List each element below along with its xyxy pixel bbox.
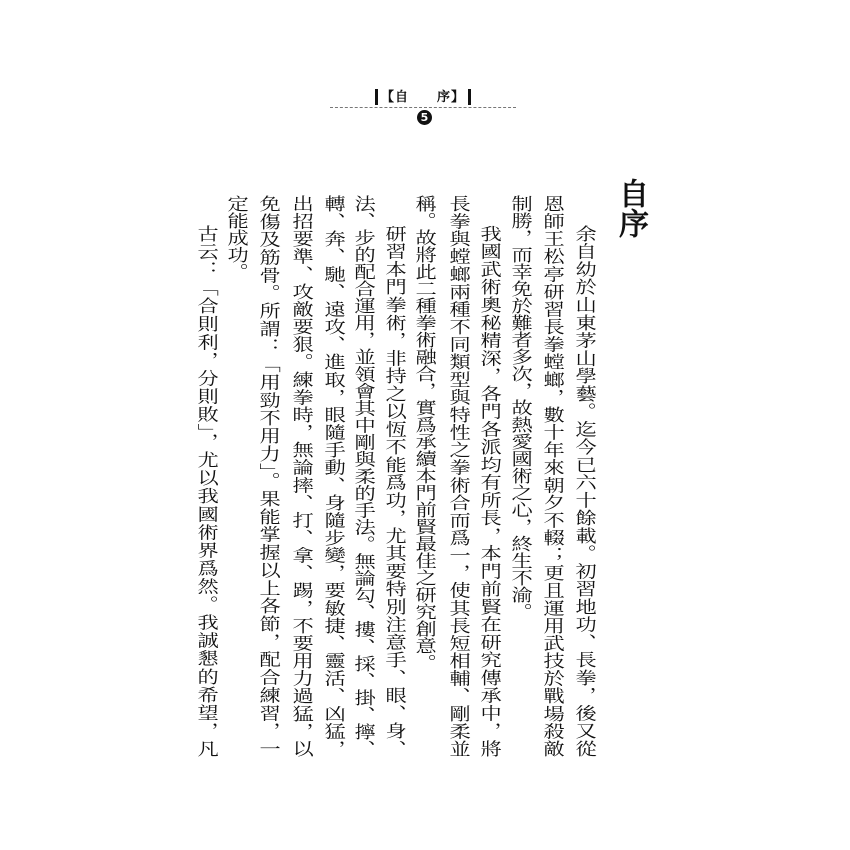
text-column: 研習本門拳術，非持之以恆不能爲功，尤其要特別注意手、眼、身、 xyxy=(380,225,406,757)
header-bar-left xyxy=(375,89,378,105)
text-column: 我國武術奧秘精深，各門各派均有所長，本門前賢在研究傳承中，將 xyxy=(475,225,501,757)
text-column: 余自幼於山東茅山學藝。迄今已六十餘載。初習地功、長拳，後又從 xyxy=(570,225,596,757)
text-column: 稱。故將此二種拳術融合，實爲承續本門前賢最佳之研究創意。 xyxy=(410,195,436,671)
text-column: 恩師王松亭研習長拳螳螂，數十年來朝夕不輟；更且運用武技於戰場殺敵 xyxy=(538,195,564,757)
text-column: 法、步的配合運用，並領會其中剛與柔的手法。無論勾、摟、採、掛、擰、 xyxy=(349,195,375,757)
text-column: 轉、奔、馳、遠攻、進取，眼隨手動、身隨步變，要敏捷、靈活、凶猛， xyxy=(319,195,345,757)
text-column: 長拳與螳螂兩種不同類型與特性之拳術合而爲一，使其長短相輔、剛柔並 xyxy=(444,195,470,757)
text-column: 定能成功。 xyxy=(222,195,248,280)
text-column: 制勝，而幸免於難者多次，故熱愛國術之心，終生不渝。 xyxy=(506,195,532,620)
text-column: 古云：「合則利，分則敗」，尤以我國術界爲然。我誠懇的希望，凡 xyxy=(192,225,218,757)
header-bar-right xyxy=(468,89,471,105)
text-column: 免傷及筋骨。所謂：「用勁不用力」。果能掌握以上各節，配合練習，一 xyxy=(254,195,280,757)
text-column: 出招要準、攻敵要狠。練拳時，無論摔、打、拿、踢，不要用力過猛，以 xyxy=(287,195,313,757)
header-divider xyxy=(330,107,516,108)
running-header xyxy=(330,86,516,105)
running-title: 【自 序】 xyxy=(380,90,465,105)
chapter-title: 自序 xyxy=(613,178,648,238)
page-number: 5 xyxy=(417,110,432,125)
